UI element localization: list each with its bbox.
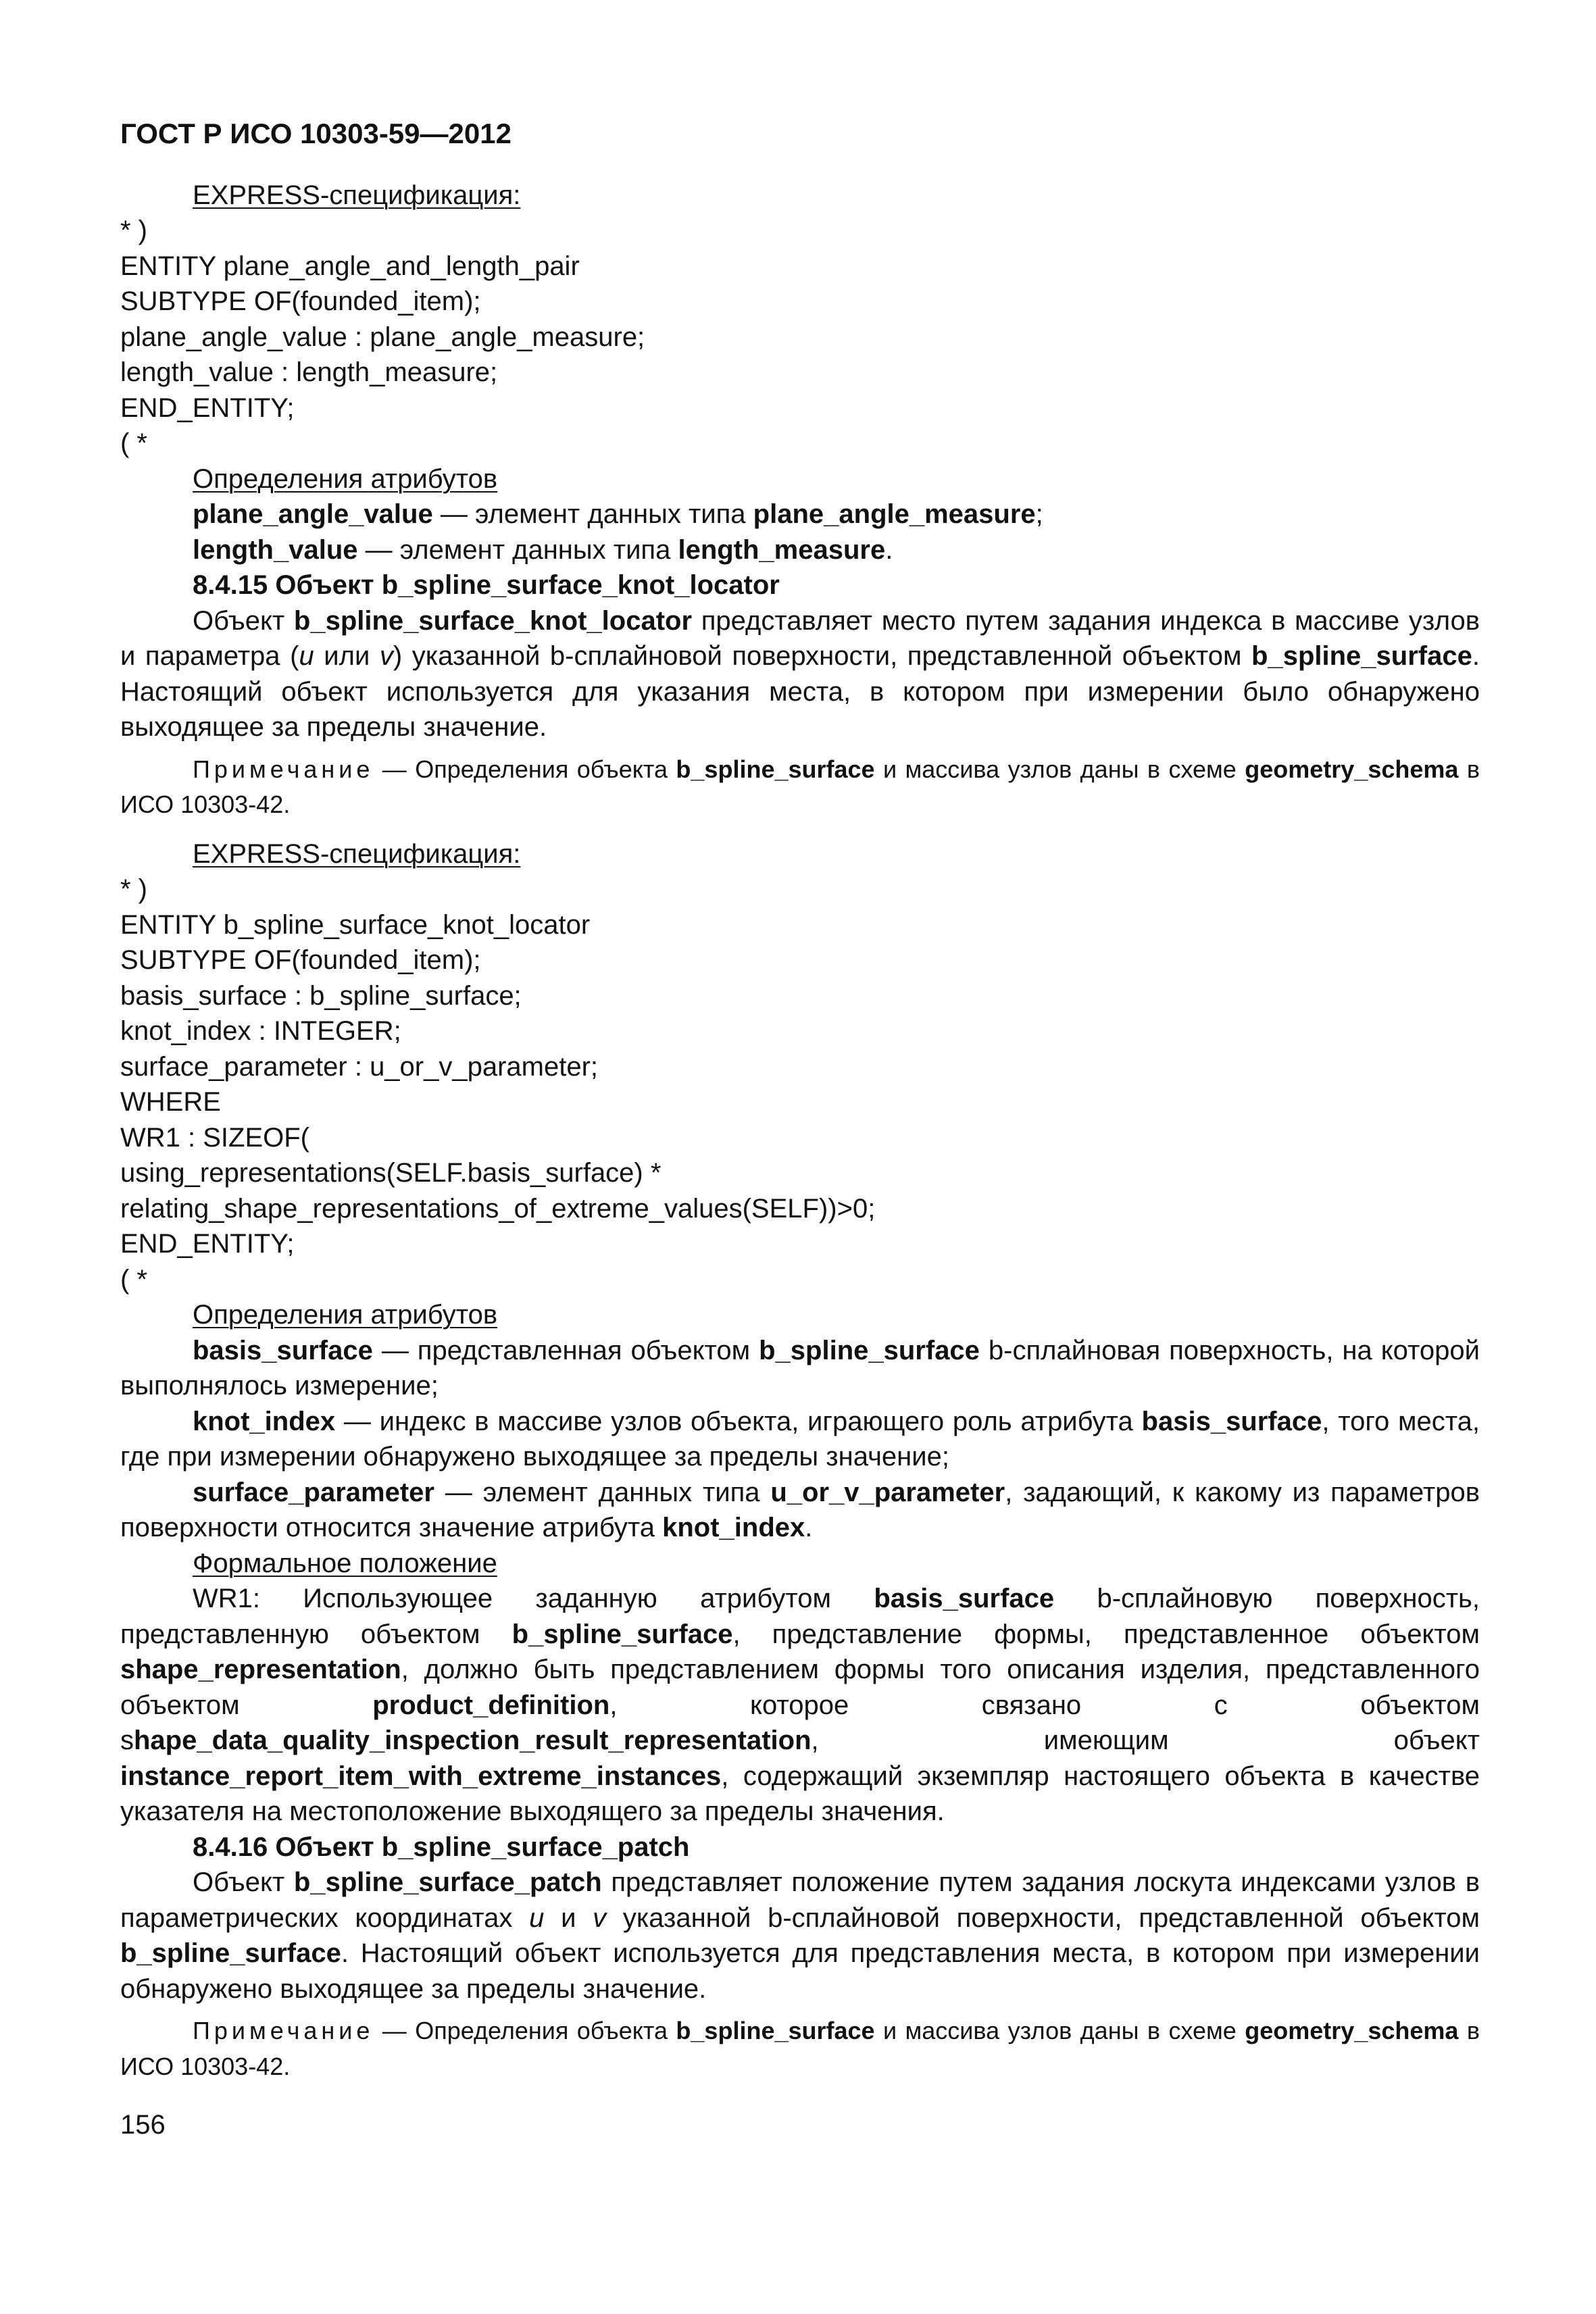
attribute-definition: basis_surface — представленная объектом b_spline_surface b-сплайновая поверхность, на которой выполнялось измерение; (120, 1335, 1480, 1401)
formal-label: Формальное положение (193, 1548, 497, 1578)
code-line: SUBTYPE OF(founded_item); (120, 286, 481, 316)
code-line: plane_angle_value : plane_angle_measure; (120, 322, 645, 352)
code-line: * ) (120, 216, 147, 245)
note: Примечание — Определения объекта b_spline_surface и массива узлов даны в схеме geometry_schema в ИСО 10303-42. (120, 755, 1480, 818)
code-line: ( * (120, 1264, 147, 1294)
code-line: length_value : length_measure; (120, 357, 498, 387)
code-line: surface_parameter : u_or_v_parameter; (120, 1051, 599, 1082)
code-line: ENTITY plane_angle_and_length_pair (120, 251, 580, 281)
page-number: 156 (120, 2110, 166, 2140)
code-line: * ) (120, 874, 147, 904)
code-line: ENTITY b_spline_surface_knot_locator (120, 909, 591, 940)
note: Примечание — Определения объекта b_spline_surface и массива узлов даны в схеме geometry_schema в ИСО 10303-42. (120, 2017, 1480, 2080)
attribute-definition: plane_angle_value — элемент данных типа plane_angle_measure; (193, 499, 1043, 529)
attribute-definition: knot_index — индекс в массиве узлов объекта, играющего роль атрибута basis_surface, того места, где при измерении обнаружено выходящее за пределы значение; (120, 1406, 1480, 1472)
section-paragraph: Объект b_spline_surface_knot_locator представляет место путем задания индекса в массиве узлов и параметра (u или v) указанной b-сплайновой поверхности, представленной объектом b_spline_surface. Настоящий объект используется для указания места, в котором при измерении было обнаружено выходящее за пределы значение. (120, 605, 1480, 742)
attribute-definition: surface_parameter — элемент данных типа u_or_v_parameter, задающий, к какому из параметров поверхности относится значение атрибута knot_index. (120, 1477, 1480, 1542)
attributes-label: Определения атрибутов (193, 463, 498, 494)
code-line: ( * (120, 428, 147, 458)
section-heading: 8.4.16 Объект b_spline_surface_patch (193, 1832, 690, 1862)
code-line: relating_shape_representations_of_extreme_values(SELF))>0; (120, 1193, 876, 1224)
document-header: ГОСТ Р ИСО 10303-59—2012 (120, 118, 512, 149)
attribute-definition: length_value — элемент данных типа length_measure. (193, 534, 893, 565)
express-label: EXPRESS-спецификация: (193, 838, 521, 869)
document-page (120, 116, 1480, 2143)
express-label: EXPRESS-спецификация: (193, 180, 521, 210)
code-line: SUBTYPE OF(founded_item); (120, 945, 481, 975)
code-line: using_representations(SELF.basis_surface) * (120, 1158, 662, 1188)
code-line: WHERE (120, 1087, 221, 1117)
code-line: END_ENTITY; (120, 1229, 295, 1259)
section-heading: 8.4.15 Объект b_spline_surface_knot_locator (193, 570, 780, 600)
attributes-label: Определения атрибутов (193, 1300, 498, 1330)
code-line: basis_surface : b_spline_surface; (120, 980, 522, 1011)
formal-rule: WR1: Использующее заданную атрибутом basis_surface b-сплайновую поверхность, представленную объектом b_spline_surface, представление формы, представленное объектом shape_representation, должно быть представлением формы того описания изделия, представленного объектом product_definition, которое связано с объектом shape_data_quality_inspection_result_representation, имеющим объект instance_report_item_with_extreme_instances, содержащий экземпляр настоящего объекта в качестве указателя на местоположение выходящего за пределы значения. (120, 1584, 1480, 1826)
section-paragraph: Объект b_spline_surface_patch представляет положение путем задания лоскута индексами узлов в параметрических координатах u и v указанной b-сплайновой поверхности, представленной объектом b_spline_surface. Настоящий объект используется для представления места, в котором при измерении обнаружено выходящее за пределы значение. (120, 1867, 1480, 2004)
code-line: knot_index : INTEGER; (120, 1016, 401, 1046)
code-line: WR1 : SIZEOF( (120, 1122, 309, 1153)
code-line: END_ENTITY; (120, 393, 295, 423)
